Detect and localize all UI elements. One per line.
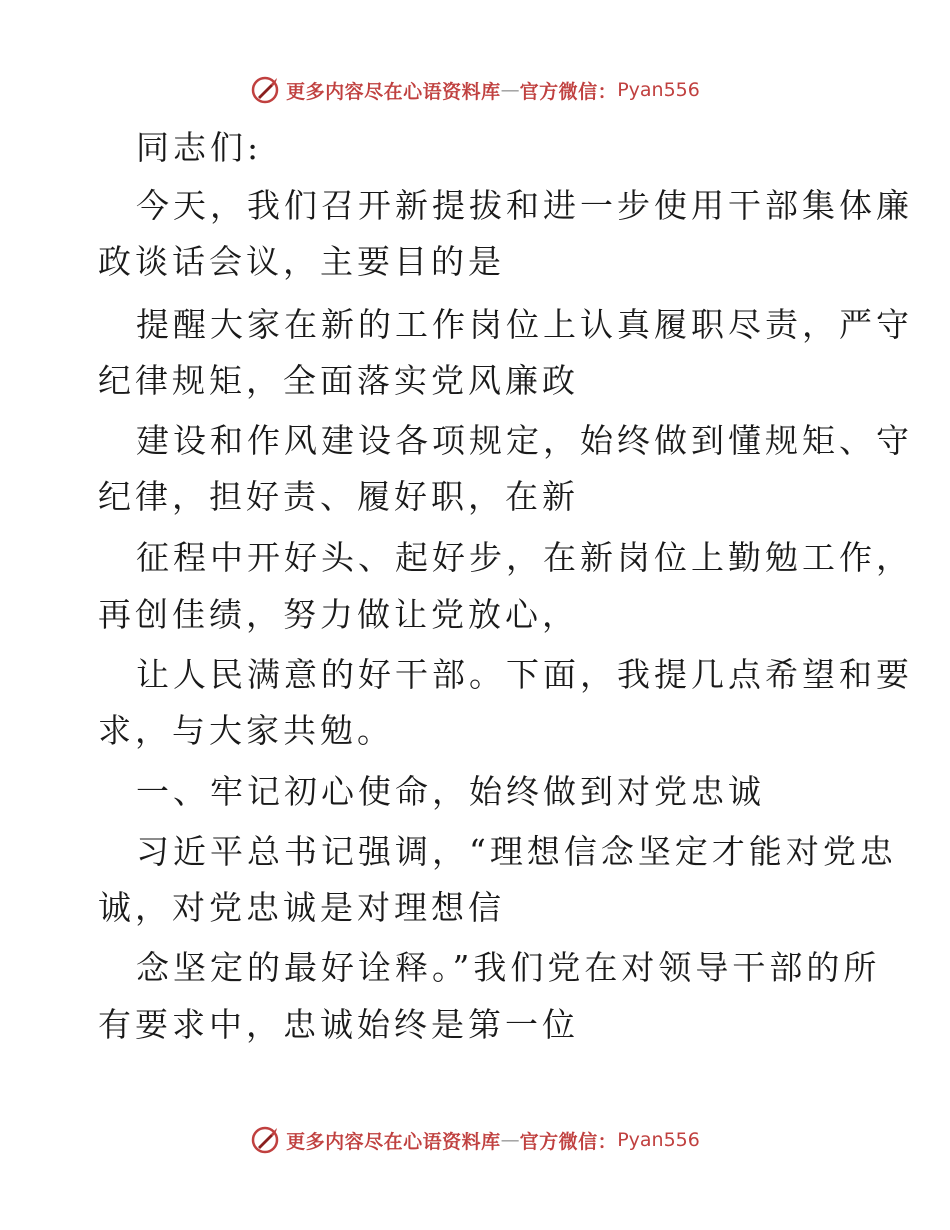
quill-logo-icon [250, 75, 280, 105]
quill-logo-icon [250, 1125, 280, 1155]
text-line: 有要求中，忠诚始终是第一位 [98, 1005, 579, 1044]
text-line: 再创佳绩，努力做让党放心， [98, 595, 579, 634]
text-line: 征程中开好头、起好步，在新岗位上勤勉工作， [136, 538, 913, 577]
header-watermark [0, 70, 950, 110]
watermark-wechat-label: 官方微信： [519, 80, 618, 103]
text-line: 政谈话会议，主要目的是 [98, 242, 505, 281]
section-heading: 一、牢记初心使命，始终做到对党忠诚 [136, 772, 765, 811]
text-line: 诚，对党忠诚是对理想信 [98, 888, 505, 927]
text-line: 同志们: [136, 128, 263, 167]
text-line: 让人民满意的好干部。下面，我提几点希望和要 [136, 655, 913, 694]
watermark-dash: — [500, 1129, 520, 1151]
watermark-dash: — [500, 79, 520, 101]
watermark-wechat-label: 官方微信： [519, 1130, 618, 1153]
text-line: 求，与大家共勉。 [98, 711, 394, 750]
text-line: 念坚定的最好诠释。”我们党在对领导干部的所 [136, 948, 881, 987]
watermark-brand-text: 更多内容尽在心语资料库 [286, 1130, 501, 1153]
text-line: 习近平总书记强调，“理想信念坚定才能对党忠 [136, 832, 897, 871]
watermark-brand-text: 更多内容尽在心语资料库 [286, 80, 501, 103]
text-line: 纪律，担好责、履好职，在新 [98, 477, 579, 516]
watermark-wechat-id: Pyan556 [617, 1129, 700, 1151]
text-line: 提醒大家在新的工作岗位上认真履职尽责，严守 [136, 305, 913, 344]
watermark-wechat-id: Pyan556 [617, 79, 700, 101]
text-line: 今天，我们召开新提拔和进一步使用干部集体廉 [136, 186, 913, 225]
footer-watermark [0, 1120, 950, 1160]
text-line: 建设和作风建设各项规定，始终做到懂规矩、守 [136, 421, 913, 460]
text-line: 纪律规矩，全面落实党风廉政 [98, 361, 579, 400]
